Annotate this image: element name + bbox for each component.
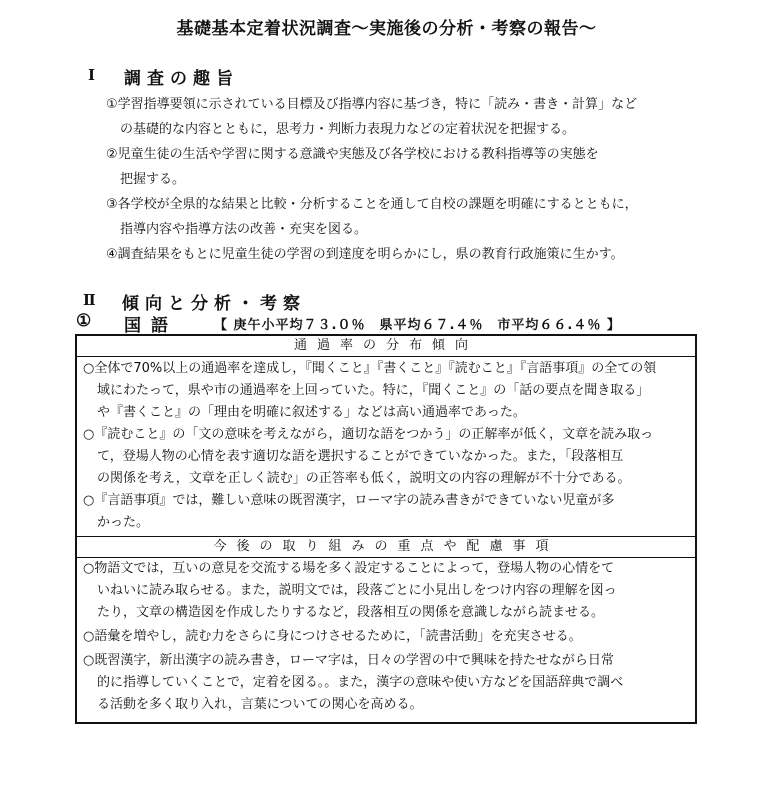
purpose-line-3: ②児童生徒の生活や学習に関する意識や実態及び各学校における教科指導等の実態を bbox=[106, 147, 599, 162]
focus-line-7: る活動を多く取り入れ，言葉についての関心を高める。 bbox=[97, 697, 423, 712]
distribution-line-4: ○『読むこと』の「文の意味を考えながら，適切な語をつかう」の正解率が低く，文章を読み取っ bbox=[83, 427, 654, 442]
analysis-box bbox=[75, 334, 697, 724]
distribution-line-6: の関係を考え，文章を正しく読む」の正答率も低く，説明文の内容の理解が不十分である。 bbox=[97, 471, 631, 486]
focus-line-1: ○物語文では，互いの意見を交流する場を多く設定することによって，登場人物の心情をて bbox=[83, 561, 615, 576]
subject-label: 国語 bbox=[124, 316, 178, 336]
purpose-line-4: 把握する。 bbox=[120, 172, 186, 187]
distribution-line-2: 域にわたって，県や市の通過率を上回っていた。特に，『聞くこと』の「話の要点を聞き取る」 bbox=[97, 383, 650, 398]
purpose-line-6: 指導内容や指導方法の改善・充実を図る。 bbox=[120, 222, 368, 237]
subject-number: ① bbox=[76, 311, 102, 331]
page-title: 基礎基本定着状況調査～実施後の分析・考察の報告～ bbox=[176, 19, 597, 39]
focus-line-5: ○既習漢字，新出漢字の読み書き，ローマ字は，日々の学習の中で興味を持たせながら日常 bbox=[83, 653, 614, 668]
distribution-line-8: かった。 bbox=[97, 515, 150, 530]
purpose-line-7: ④調査結果をもとに児童生徒の学習の到達度を明らかにし，県の教育行政施策に生かす。 bbox=[106, 247, 624, 262]
distribution-line-7: ○『言語事項』では，難しい意味の既習漢字，ローマ字の読み書きができていない児童が多 bbox=[83, 493, 615, 508]
distribution-line-1: ○全体で70%以上の通過率を達成し，『聞くこと』『書くこと』『読むこと』『言語事項』の全ての領 bbox=[83, 361, 657, 376]
section-2-number: Ⅱ bbox=[83, 291, 96, 309]
section-2-heading: 傾向と分析・考察 bbox=[122, 294, 306, 314]
distribution-line-5: て，登場人物の心情を表す適切な語を選択することができていなかった。また，「段落相互 bbox=[97, 449, 624, 464]
focus-line-6: 的に指導していくことで，定着を図る。。また，漢字の意味や使い方などを国語辞典で調べ bbox=[97, 675, 624, 690]
distribution-line-3: や『書くこと』の「理由を明確に叙述する」などは高い通過率であった。 bbox=[97, 405, 526, 420]
box-heading-distribution: 通過率の分布傾向 bbox=[77, 336, 695, 357]
focus-line-3: たり，文章の構造図を作成したりするなど，段落相互の関係を意識しながら読ませる。 bbox=[97, 605, 605, 620]
section-1-number: Ⅰ bbox=[88, 66, 96, 84]
subject-averages: 【 庚午小平均７３.０％ 県平均６７.４％ 市平均６６.４％ 】 bbox=[214, 318, 621, 333]
box-heading-focus: 今後の取り組みの重点や配慮事項 bbox=[77, 536, 695, 558]
section-1-heading: 調査の趣旨 bbox=[124, 69, 239, 89]
focus-line-2: いねいに読み取らせる。また，説明文では，段落ごとに小見出しをつけ内容の理解を図っ bbox=[97, 583, 617, 598]
focus-line-4: ○語彙を増やし，読む力をさらに身につけさせるために，「読書活動」を充実させる。 bbox=[83, 629, 582, 644]
purpose-line-5: ③各学校が全県的な結果と比較・分析することを通して自校の課題を明確にするとともに， bbox=[106, 197, 638, 212]
purpose-line-1: ①学習指導要領に示されている目標及び指導内容に基づき，特に「読み・書き・計算」など bbox=[106, 97, 638, 112]
purpose-line-2: の基礎的な内容とともに，思考力・判断力表現力などの定着状況を把握する。 bbox=[120, 122, 576, 137]
